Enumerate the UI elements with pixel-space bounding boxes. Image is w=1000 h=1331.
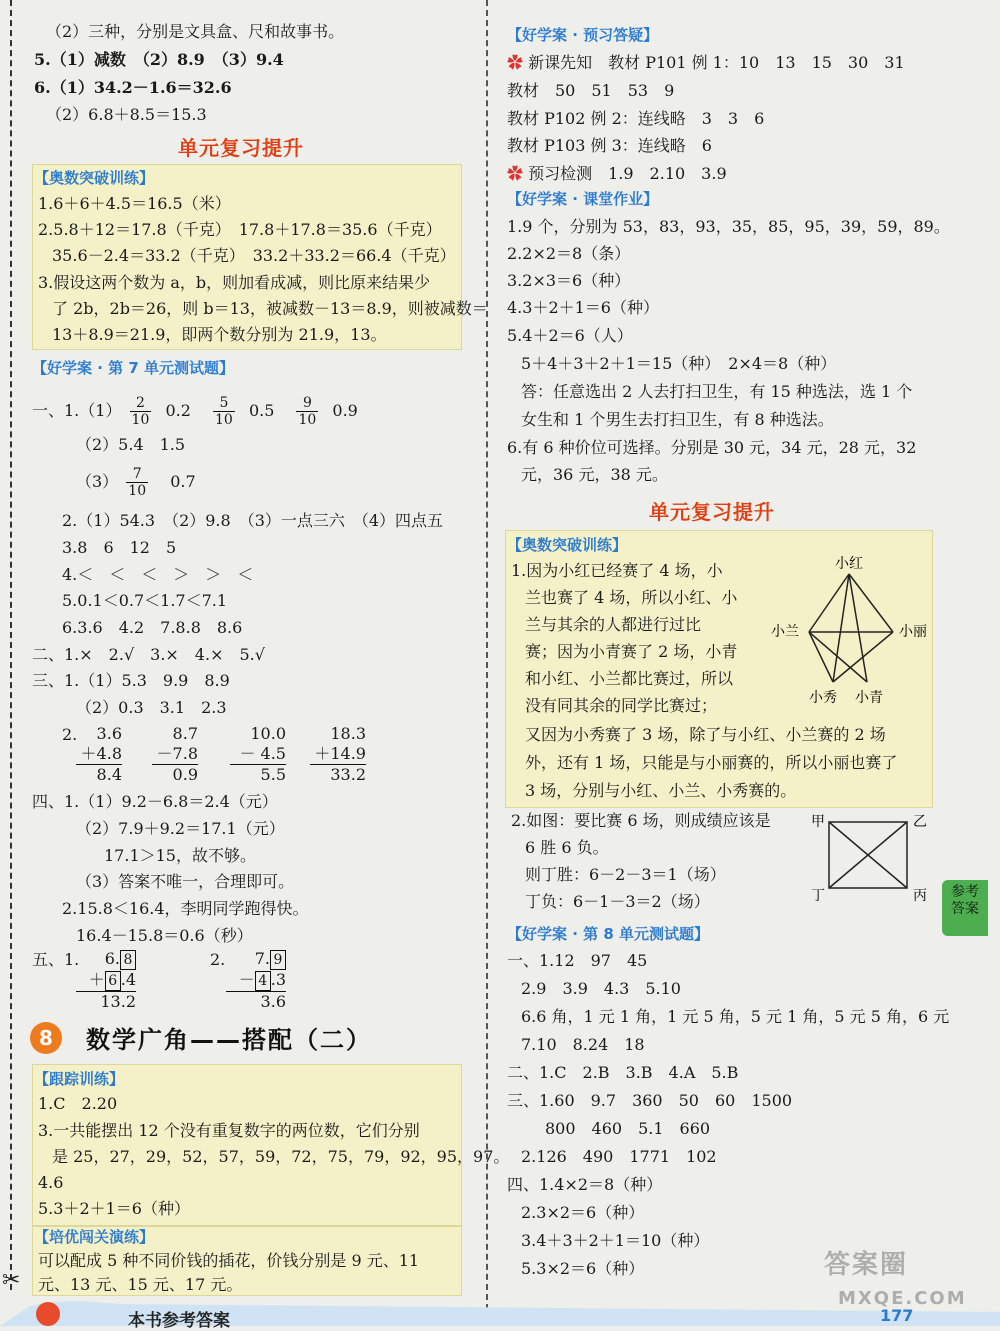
answer-line: ✿ 预习检测 1.9 2.10 3.9 <box>507 164 727 183</box>
answer-line: 可以配成 5 种不同价钱的插花，价钱分别是 9 元、11 <box>38 1251 420 1270</box>
answer-line: 教材 P102 例 2：连线略 3 3 6 <box>507 109 765 128</box>
answer-line: 是 25，27，29，52，57，59，72，75，79，92，95，97。 <box>52 1147 510 1166</box>
answer-line: 4.6 <box>38 1173 64 1192</box>
answer-line: 5.（1）减数 （2）8.9 （3）9.4 <box>34 50 284 69</box>
fraction: $\frac{2}{10}$ <box>131 395 150 428</box>
answer-line: 7.10 8.24 18 <box>521 1035 645 1054</box>
column-divider <box>486 0 488 1310</box>
excel-tag: 【培优闯关演练】 <box>34 1228 155 1246</box>
olympiad-tag: 【奥数突破训练】 <box>507 536 628 554</box>
match-square <box>807 808 933 908</box>
class-tag: 【好学案 · 课堂作业】 <box>507 190 659 208</box>
answer-line: 6.3.6 4.2 7.8.8 8.6 <box>62 618 243 637</box>
node-label: 小青 <box>855 690 883 706</box>
answer-line: （3）答案不唯一，合理即可。 <box>76 872 295 891</box>
answer-line: （2）6.8＋8.5＝15.3 <box>46 105 207 124</box>
answer-line: 2.5.8＋12＝17.8（千克） 17.8＋17.8＝35.6（千克） <box>38 220 442 239</box>
node-label: 乙 <box>913 814 927 830</box>
answer-line: 5.4＋2＝6（人） <box>507 326 633 345</box>
test8-tag: 【好学案 · 第 8 单元测试题】 <box>507 925 710 943</box>
answer-line: 2. <box>62 725 78 744</box>
answer-line: 2.3×2＝6（种） <box>521 1203 645 1222</box>
answer-line: 一、1.（1） $\frac{2}{10}$ 0.2 $\frac{5}{10}$ 0.5 $\frac{9}{10}$ 0.9 <box>32 395 358 428</box>
section-title: 单元复习提升 <box>178 136 304 160</box>
flower-icon: ✿ <box>507 53 524 72</box>
answer-line: 35.6－2.4＝33.2（千克） 33.2＋33.2＝66.4（千克） <box>52 246 456 265</box>
answer-line: 1.9 个，分别为 53，83，93，35，85，95，39，59，89。 <box>507 217 950 236</box>
answer-line: 赛；因为小青赛了 2 场，小青 <box>525 642 738 661</box>
node-label: 小红 <box>835 556 863 572</box>
watermark-logo: 答案圈 <box>824 1250 909 1280</box>
vertical-calc: 10.0 － 4.5 5.5 <box>230 724 286 785</box>
answer-line: 兰也赛了 4 场，所以小红、小 <box>525 588 738 607</box>
answer-line: 3.假设这两个数为 a，b，则加看成减，则比原来结果少 <box>38 273 431 292</box>
track-tag: 【跟踪训练】 <box>34 1070 125 1088</box>
answer-line: 800 460 5.1 660 <box>545 1119 711 1138</box>
answer-line: 2.126 490 1771 102 <box>521 1147 717 1166</box>
answer-line: 5.3＋2＋1＝6（种） <box>38 1199 190 1218</box>
answer-line: 3.8 6 12 5 <box>62 538 177 557</box>
section-title: 单元复习提升 <box>649 500 775 524</box>
answer-line: 13＋8.9＝21.9，即两个数分别为 21.9，13。 <box>52 325 387 344</box>
answer-line: 二、1.× 2.√ 3.× 4.× 5.√ <box>32 645 265 664</box>
answer-line: 没有同其余的同学比赛过； <box>525 696 718 715</box>
answer-side-tab: 参考 答案 <box>942 880 988 936</box>
answer-line: 则丁胜：6－2－3＝1（场） <box>525 865 726 884</box>
answer-line: 答：任意选出 2 人去打扫卫生，有 15 种选法，选 1 个 <box>521 382 913 401</box>
olympiad-tag: 【奥数突破训练】 <box>34 169 155 187</box>
answer-line: 2.15.8＜16.4，李明同学跑得快。 <box>62 899 309 918</box>
answer-line: 元，36 元，38 元。 <box>521 465 668 484</box>
answer-line: 三、1.60 9.7 360 50 60 1500 <box>507 1091 793 1110</box>
answer-line: 2.9 3.9 4.3 5.10 <box>521 979 681 998</box>
vertical-calc: 6. 8 ＋ 6 .4 13.2 <box>76 949 136 1012</box>
match-graph <box>767 552 937 712</box>
answer-line: 3 场，分别与小红、小兰、小秀赛的。 <box>525 781 797 800</box>
answer-line: 元、13 元、15 元、17 元。 <box>38 1275 243 1294</box>
answer-line: （2）7.9＋9.2＝17.1（元） <box>76 819 285 838</box>
answer-line: 一、1.12 97 45 <box>507 951 648 970</box>
answer-line: 3.一共能摆出 12 个没有重复数字的两位数，它们分别 <box>38 1121 420 1140</box>
answer-line: 1.因为小红已经赛了 4 场，小 <box>511 561 723 580</box>
answer-line: 2.2×2＝8（条） <box>507 244 631 263</box>
answer-line: 五、1. <box>32 950 80 969</box>
fraction: $\frac{9}{10}$ <box>298 395 317 428</box>
answer-line: 3.4＋3＋2＋1＝10（种） <box>521 1231 710 1250</box>
answer-line: 6.有 6 种价位可选择。分别是 30 元，34 元，28 元，32 <box>507 438 917 457</box>
answer-line: 4.3＋2＋1＝6（种） <box>507 298 659 317</box>
node-label: 丙 <box>913 888 927 904</box>
answer-line: 丁负：6－1－3＝2（场） <box>525 892 710 911</box>
answer-line: 6.6 角，1 元 1 角，1 元 5 角，5 元 1 角，5 元 5 角，6 元 <box>521 1007 950 1026</box>
answer-line: 四、1.（1）9.2－6.8＝2.4（元） <box>32 792 278 811</box>
answer-line: 5.0.1＜0.7＜1.7＜7.1 <box>62 591 228 610</box>
node-label: 小丽 <box>899 624 927 640</box>
answer-line: 5＋4＋3＋2＋1＝15（种） 2×4＝8（种） <box>521 354 837 373</box>
answer-line: 1.6＋6＋4.5＝16.5（米） <box>38 194 231 213</box>
answer-line: 4.＜ ＜ ＜ ＞ ＞ ＜ <box>62 565 254 584</box>
answer-line: 了 2b，2b＝26，则 b＝13，被减数－13＝8.9，则被减数＝ <box>52 299 488 318</box>
test7-tag: 【好学案 · 第 7 单元测试题】 <box>32 359 235 377</box>
chapter-title: 数学广角——搭配（二） <box>86 1026 372 1054</box>
answer-line: 兰与其余的人都进行过比 <box>525 615 702 634</box>
cut-line <box>10 0 12 1290</box>
answer-line: 外，还有 1 场，只能是与小丽赛的，所以小丽也赛了 <box>525 753 898 772</box>
node-label: 小兰 <box>771 624 799 640</box>
scissors-icon: ✂ <box>2 1268 21 1293</box>
answer-line: 和小红、小兰都比赛过，所以 <box>525 669 734 688</box>
answer-line: 2. <box>210 950 226 969</box>
fraction: $\frac{5}{10}$ <box>215 395 233 428</box>
vertical-calc: 7. 9 － 4 .3 3.6 <box>226 949 286 1012</box>
answer-line: 5.3×2＝6（种） <box>521 1259 645 1278</box>
answer-line: 二、1.C 2.B 3.B 4.A 5.B <box>507 1063 739 1082</box>
answer-line: 2.（1）54.3 （2）9.8 （3）一点三六 （4）四点五 <box>62 511 444 530</box>
preview-tag: 【好学案 · 预习答疑】 <box>507 26 659 44</box>
flower-icon: ✿ <box>507 164 524 183</box>
answer-line: 女生和 1 个男生去打扫卫生，有 8 种选法。 <box>521 410 834 429</box>
answer-line: （2）0.3 3.1 2.3 <box>76 698 227 717</box>
footer-title: 本书参考答案 <box>128 1311 230 1331</box>
item-label: 一、1.（1） <box>32 401 122 420</box>
answer-line: （2）5.4 1.5 <box>76 435 186 454</box>
answer-line: （2）三种，分别是文具盒、尺和故事书。 <box>46 22 345 41</box>
node-label: 丁 <box>811 888 825 904</box>
answer-line: 2.如图：要比赛 6 场，则成绩应该是 <box>511 811 771 830</box>
node-label: 小秀 <box>809 690 837 706</box>
page-number: 177 <box>880 1306 914 1325</box>
answer-line: 又因为小秀赛了 3 场，除了与小红、小兰赛的 2 场 <box>525 725 886 744</box>
answer-line: 3.2×3＝6（种） <box>507 271 631 290</box>
answer-line: 6 胜 6 负。 <box>525 838 609 857</box>
vertical-calc: 18.3 ＋14.9 33.2 <box>310 724 366 785</box>
answer-line: 6.（1）34.2－1.6＝32.6 <box>34 78 232 97</box>
answer-line: 三、1.（1）5.3 9.9 8.9 <box>32 671 230 690</box>
node-label: 甲 <box>811 814 825 830</box>
chapter-header <box>30 1020 372 1055</box>
vertical-calc: 3.6 ＋4.8 8.4 <box>76 724 122 785</box>
chapter-number: 8 <box>30 1022 62 1054</box>
answer-line: （3） $\frac{7}{10}$ 0.7 <box>76 466 196 499</box>
answer-line: 16.4－15.8＝0.6（秒） <box>76 926 253 945</box>
answer-line: 四、1.4×2＝8（种） <box>507 1175 663 1194</box>
answer-line: ✿ 新课先知 教材 P101 例 1：10 13 15 30 31 <box>507 53 905 72</box>
fraction: $\frac{7}{10}$ <box>128 466 147 499</box>
vertical-calc: 8.7 －7.8 0.9 <box>152 724 198 785</box>
answer-line: 教材 50 51 53 9 <box>507 81 675 100</box>
answer-line: 17.1＞15，故不够。 <box>104 846 256 865</box>
answer-line: 1.C 2.20 <box>38 1094 118 1113</box>
watermark-url: MXQE.COM <box>838 1288 967 1309</box>
answer-line: 教材 P103 例 3：连线略 6 <box>507 136 712 155</box>
